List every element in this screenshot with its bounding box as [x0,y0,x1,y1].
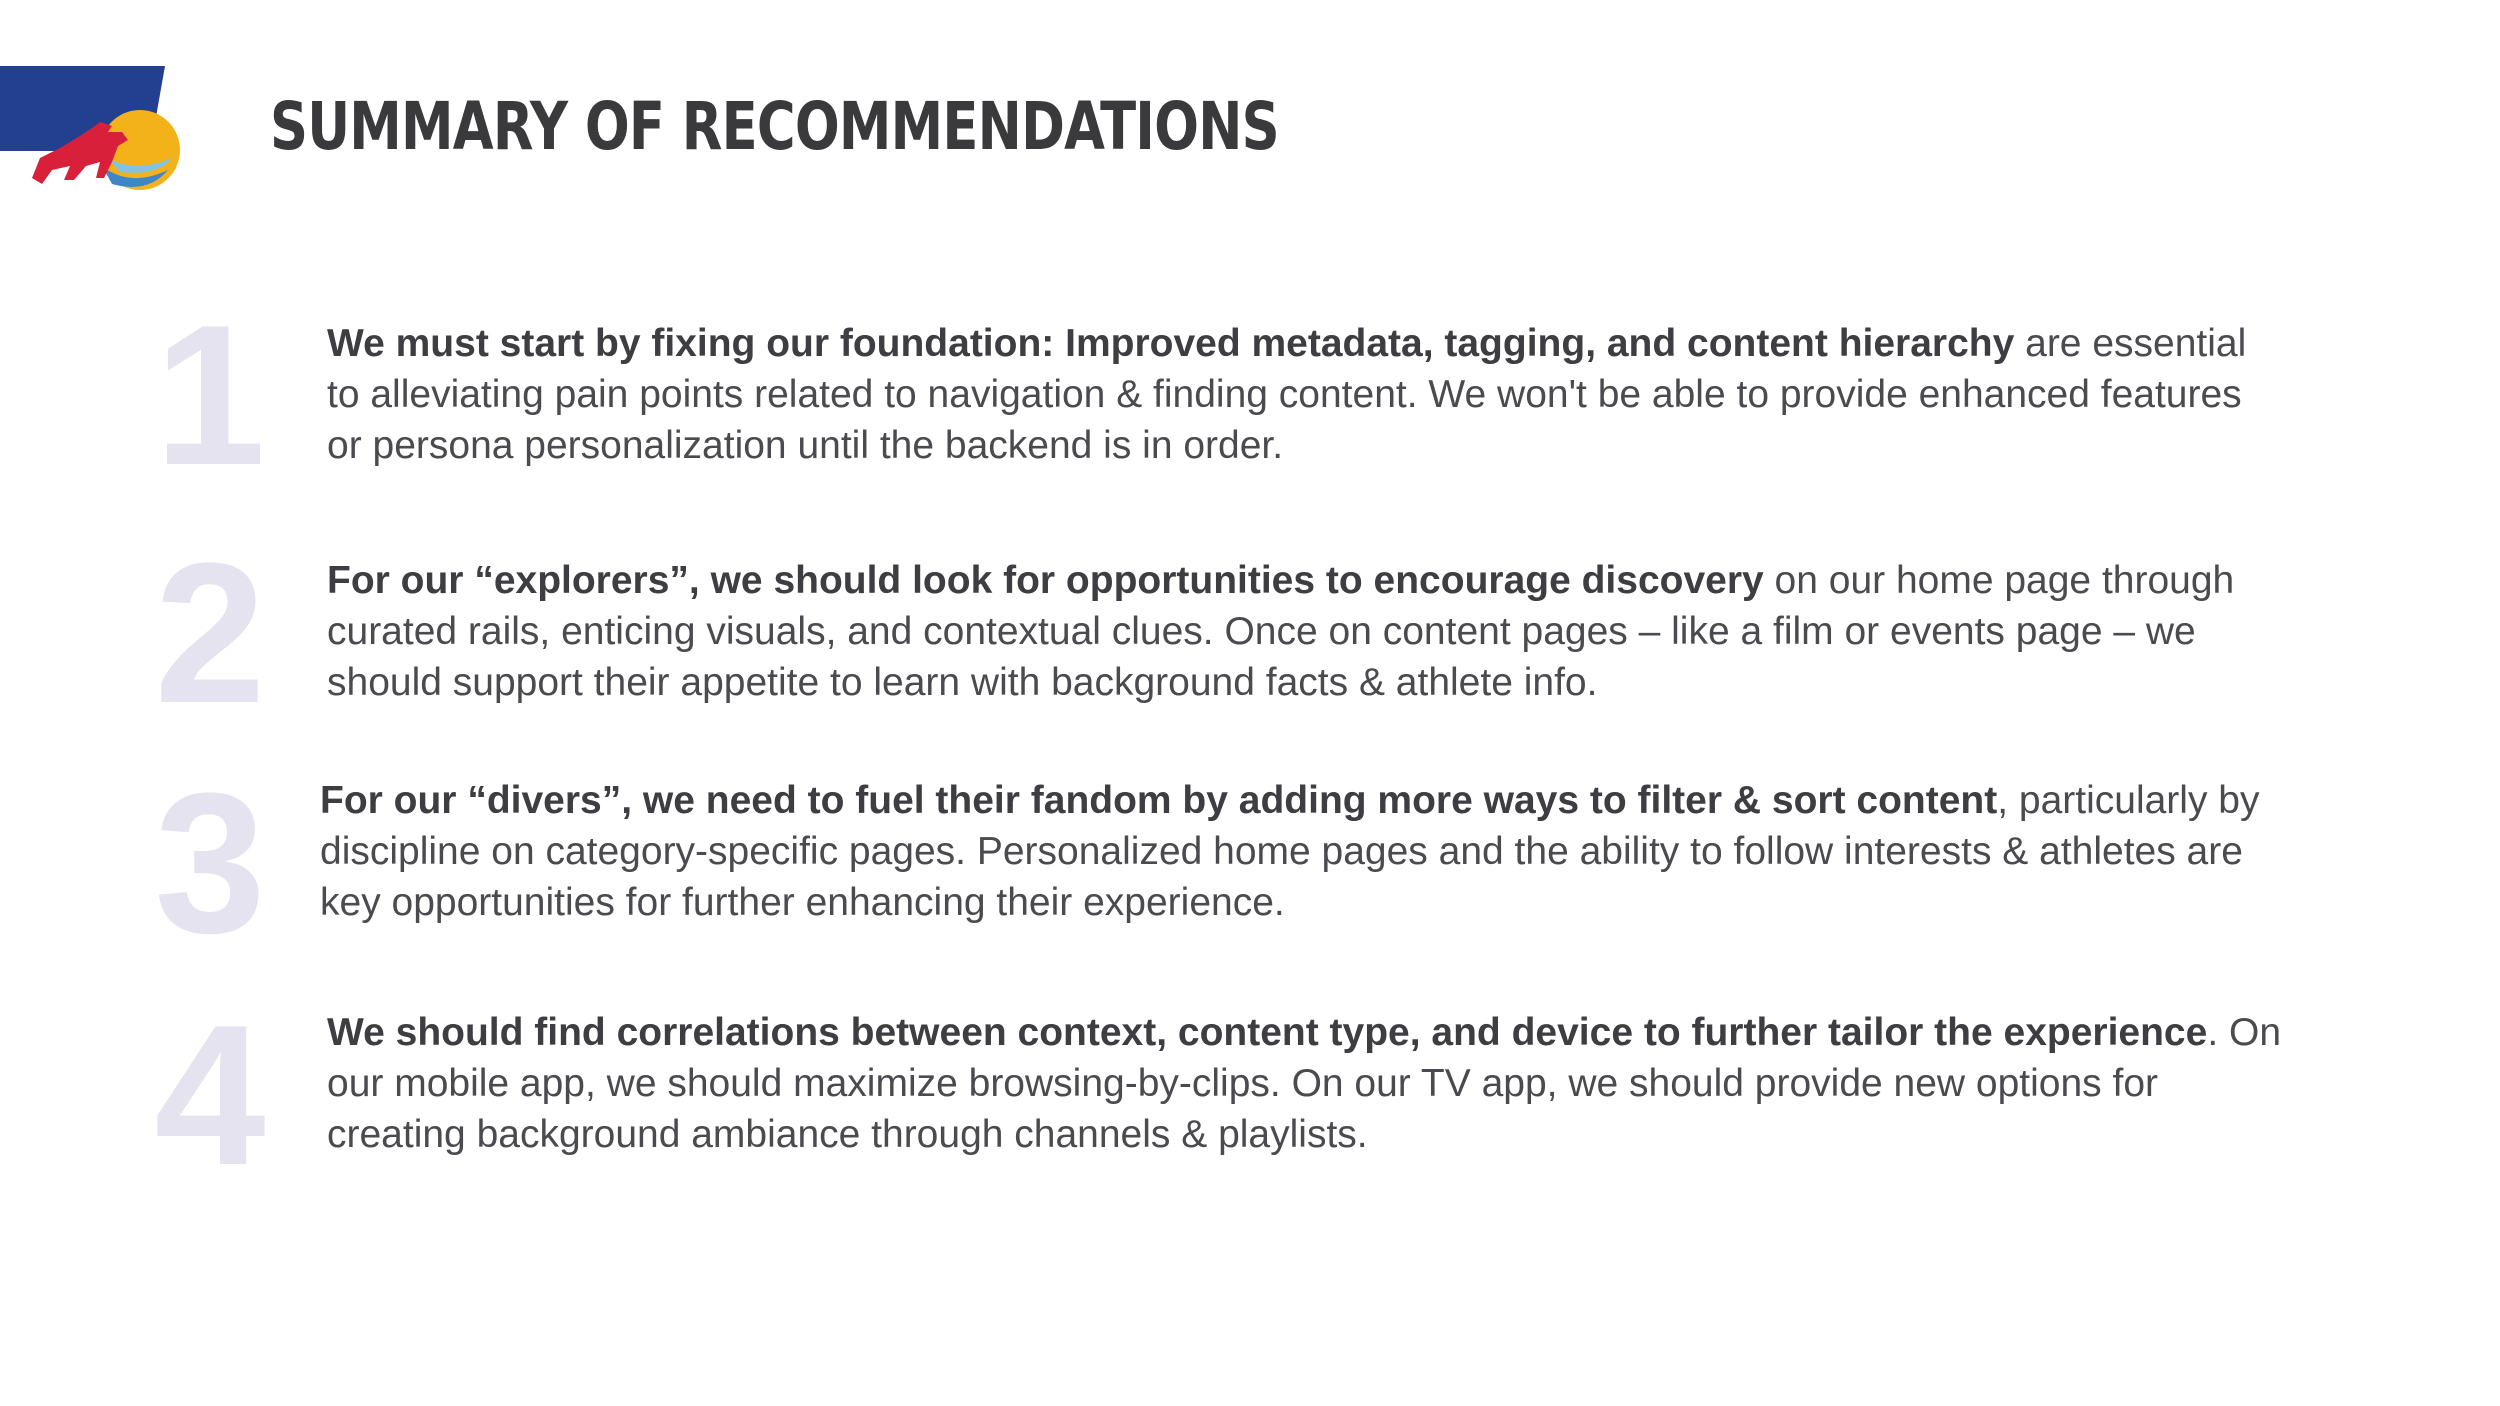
page-title: SUMMARY OF RECOMMENDATIONS [270,88,1279,165]
recommendation-text-3 [320,775,2280,928]
recommendation-text-2 [327,555,2287,708]
recommendation-text-1 [327,318,2287,471]
recommendation-emphasis-1: We must start by fixing our foundation: Improved metadata, tagging, and content hierarchy [327,322,2015,365]
recommendation-emphasis-3: For our “divers”, we need to fuel their fandom by adding more ways to filter & sort content [320,779,1998,822]
recommendation-emphasis-2: For our “explorers”, we should look for opportunities to encourage discovery [327,559,1764,602]
recommendation-emphasis-4: We should find correlations between context, content type, and device to further tailor the experience [327,1011,2208,1054]
recommendation-body-4: . On our mobile app, we should maximize browsing-by-clips. On our TV app, we should provide new options for creating background ambiance through channels & playlists. [327,1011,2282,1156]
recommendation-number-2: 2 [154,522,266,745]
recommendation-number-4: 4 [154,984,266,1207]
red-bull-logo-icon [0,66,190,196]
recommendation-body-3: , particularly by discipline on category-specific pages. Personalized home pages and the ability to follow interests & athletes are key opportunities for further enhancing their experience. [320,779,2260,924]
recommendation-number-3: 3 [154,752,266,975]
recommendation-number-1: 1 [154,284,266,507]
recommendation-body-1: are essential to alleviating pain points related to navigation & finding content. We won't be able to provide enhanced features or persona personalization until the backend is in order. [327,322,2247,467]
recommendation-text-4 [327,1007,2287,1160]
recommendation-body-2: on our home page through curated rails, enticing visuals, and contextual clues. Once on content pages – like a film or events page – we should support their appetite to learn with background facts & athlete info. [327,559,2235,704]
